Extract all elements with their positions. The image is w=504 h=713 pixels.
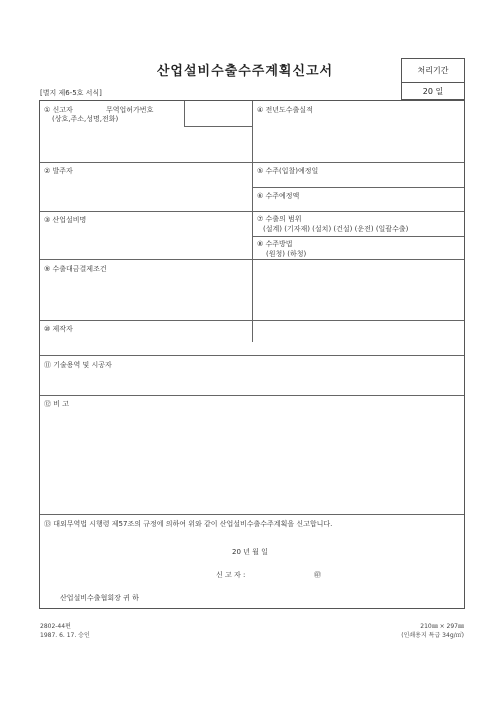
row-line-2	[40, 211, 464, 212]
order-method-label: ⑧ 수주방법	[257, 240, 293, 248]
row-line-9	[40, 320, 464, 321]
export-scope-options: (설계) (기자재) (설치) (건설) (운전) (일괄수출)	[263, 225, 409, 233]
plant-name-label: ③ 산업설비명	[44, 216, 87, 224]
payment-terms-label: ⑨ 수출대금결제조건	[44, 265, 107, 273]
footer-size: 210㎜ × 297㎜	[420, 623, 464, 630]
form-table	[39, 100, 465, 609]
order-method-options: (원청) (하청)	[266, 250, 307, 258]
row-line-5-6	[252, 187, 464, 188]
declaration-date: 20 년 월 일	[232, 548, 268, 556]
seal-mark: ㊞	[314, 571, 321, 579]
orderer-label: ② 발주자	[44, 167, 73, 175]
row-line-10	[40, 355, 464, 356]
trade-license-label: 무역업허가번호	[106, 106, 154, 114]
form-number: [별지 제6-5호 서식]	[40, 89, 102, 97]
declarant-label: ① 신고자	[44, 106, 73, 114]
bid-date-label: ⑤ 수주(입찰)예정일	[257, 167, 319, 175]
license-box-bottom	[184, 126, 252, 127]
license-box-left	[184, 101, 185, 126]
row-line-7-8	[252, 236, 464, 237]
processing-period-label: 처리기간	[402, 59, 464, 83]
prev-export-label: ④ 전년도수출실적	[257, 106, 313, 114]
remarks-label: ⑫ 비 고	[44, 400, 69, 408]
processing-period-box	[401, 58, 465, 100]
processing-period-days: 20 일	[422, 87, 444, 96]
technical-service-label: ⑪ 기술용역 및 시공자	[44, 361, 112, 369]
form-title: 산업설비수출수주계획신고서	[156, 64, 334, 79]
declarant-signature-label: 신 고 자 :	[216, 571, 246, 579]
order-amount-label: ⑥ 수주예정액	[257, 192, 300, 200]
row-line-1	[40, 162, 464, 163]
manufacturer-label: ⑩ 제작자	[44, 325, 73, 333]
declaration-text: ⑬ 대외무역법 시행령 제57조의 규정에 의하여 위와 같이 산업설비수출수주계획을 신고합니다.	[44, 520, 333, 528]
column-divider	[252, 101, 253, 342]
declarant-sub-label: (상호,주소,성명,전화)	[52, 115, 119, 123]
footer-code: 2802-44편	[40, 623, 71, 630]
row-line-11	[40, 395, 464, 396]
footer-paper: (인쇄용지 특급 34g/㎡)	[401, 632, 464, 639]
row-line-12	[40, 514, 464, 515]
export-scope-label: ⑦ 수출의 범위	[257, 215, 302, 223]
row-line-3	[40, 259, 464, 260]
footer-approval: 1987. 6. 17. 승인	[40, 632, 90, 639]
recipient-label: 산업설비수출협회장 귀 하	[60, 594, 139, 602]
